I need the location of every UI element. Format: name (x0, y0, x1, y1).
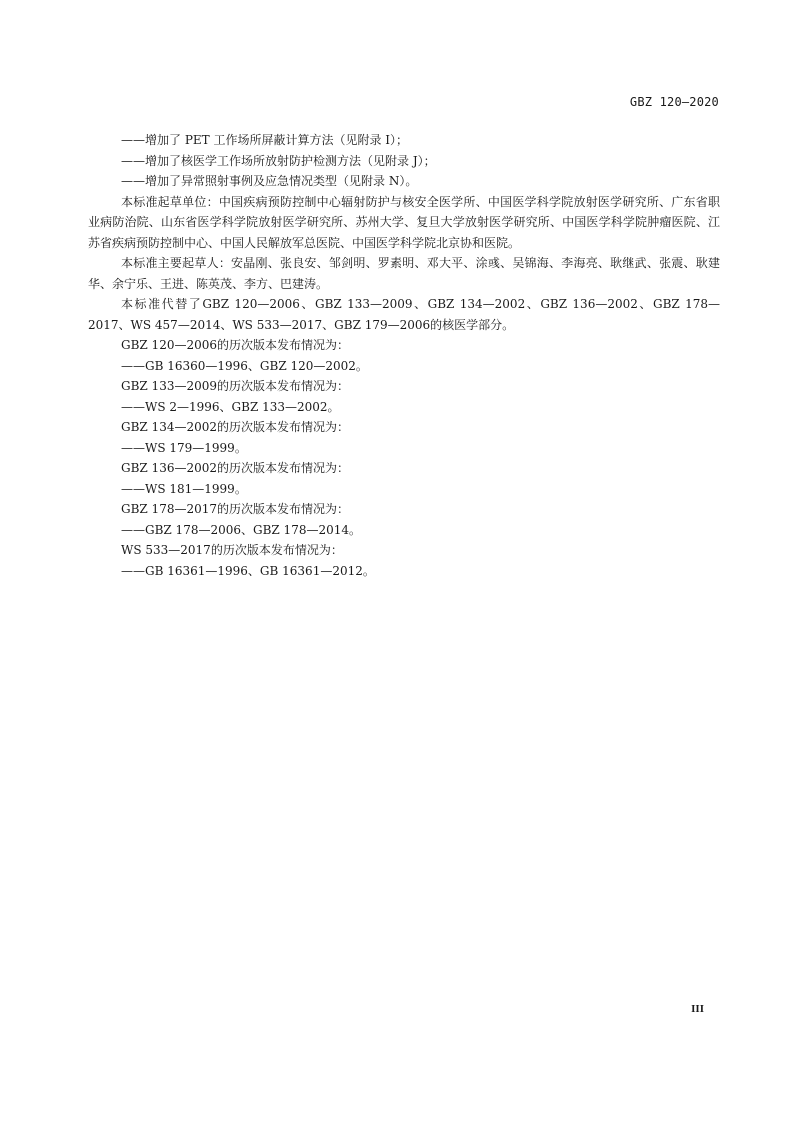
history-detail: ——WS 179—1999。 (121, 440, 247, 455)
history-title: GBZ 136—2002的历次版本发布情况为： (121, 461, 350, 475)
drafting-units-paragraph: 本标准起草单位：中国疾病预防控制中心辐射防护与核安全医学所、中国医学科学院放射医学研究所、广东省职业病防治院、山东省医学科学院放射医学研究所、苏州大学、复旦大学放射医学研究所、中国医学科学院肿瘤医院、江苏省疾病预防控制中心、中国人民解放军总医院、中国医学科学院北京协和医院。 (88, 194, 720, 250)
history-detail: ——WS 181—1999。 (121, 481, 247, 496)
history-title: WS 533—2017的历次版本发布情况为： (121, 543, 343, 557)
change-item: ——增加了异常照射事例及应急情况类型（见附录 N）。 (121, 174, 418, 188)
history-title: GBZ 178—2017的历次版本发布情况为： (121, 502, 350, 516)
history-detail: ——WS 2—1996、GBZ 133—2002。 (121, 399, 340, 414)
history-title: GBZ 134—2002的历次版本发布情况为： (121, 420, 350, 434)
history-detail: ——GBZ 178—2006、GBZ 178—2014。 (121, 522, 362, 537)
foreword-body (88, 130, 720, 581)
history-title: GBZ 120—2006的历次版本发布情况为： (121, 338, 350, 352)
change-item: ——增加了核医学工作场所放射防护检测方法（见附录 J）； (121, 153, 436, 168)
document-code: GBZ 120—2020 (629, 95, 719, 109)
page-number: III (691, 1003, 704, 1015)
drafters-paragraph: 本标准主要起草人：安晶刚、张良安、邹剑明、罗素明、邓大平、涂彧、吴锦海、李海亮、耿继武、张震、耿建华、余宁乐、王进、陈英茂、李方、巴建涛。 (88, 256, 720, 291)
change-item: ——增加了 PET 工作场所屏蔽计算方法（见附录 I）； (121, 133, 409, 147)
history-title: GBZ 133—2009的历次版本发布情况为： (121, 379, 350, 393)
replaces-paragraph: 本标准代替了GBZ 120—2006、GBZ 133—2009、GBZ 134—2002、GBZ 136—2002、GBZ 178—2017、WS 457—2014、WS 533—2017、GBZ 179—2006的核医学部分。 (88, 297, 720, 332)
history-detail: ——GB 16360—1996、GBZ 120—2002。 (121, 358, 368, 373)
history-detail: ——GB 16361—1996、GB 16361—2012。 (121, 563, 375, 578)
